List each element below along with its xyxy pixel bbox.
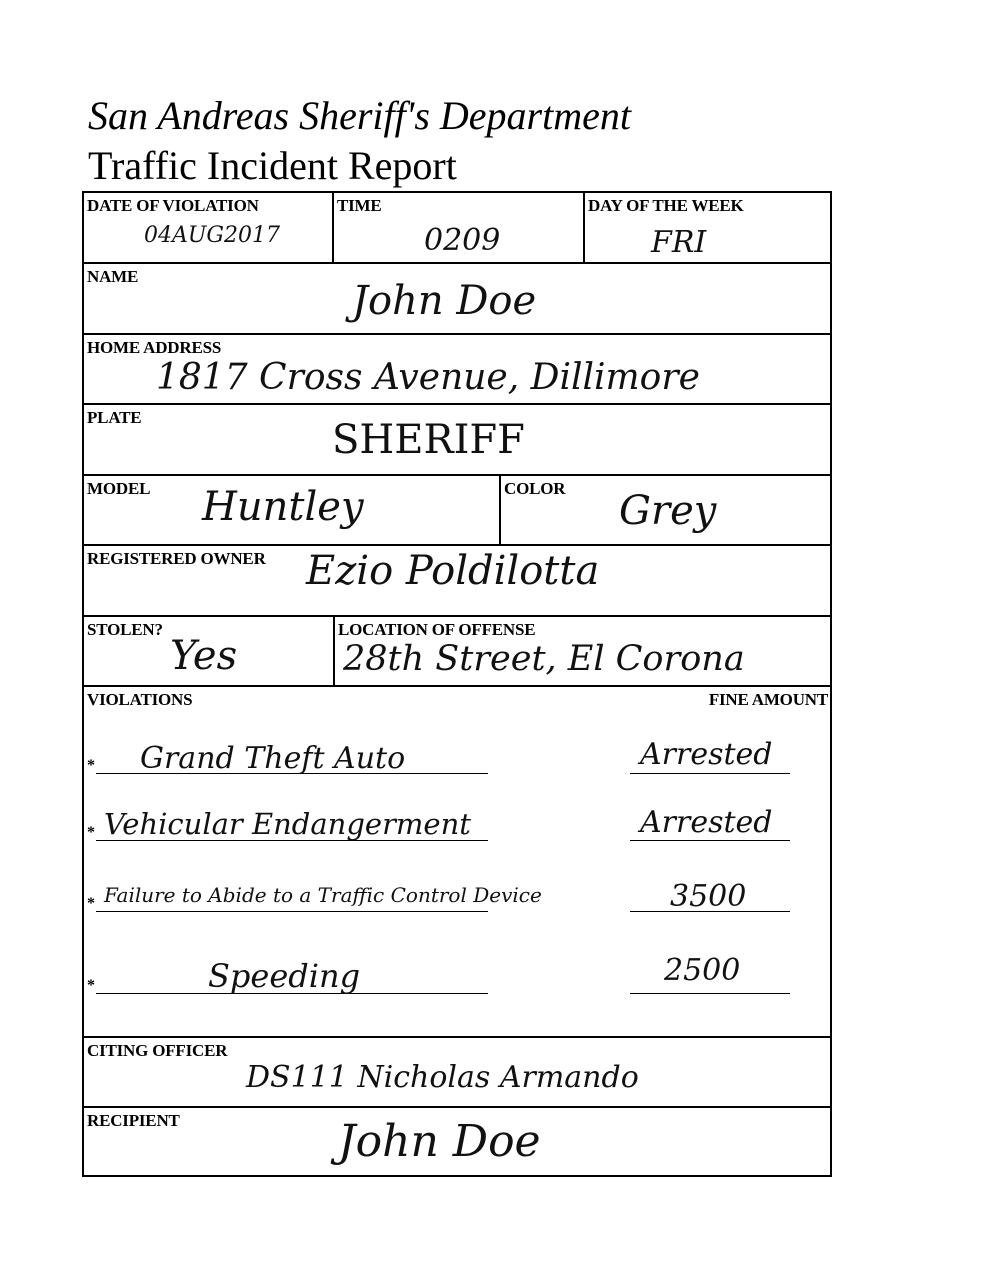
registered-owner-label: REGISTERED OWNER xyxy=(87,549,266,568)
row-violations xyxy=(84,687,830,1038)
row-date-time-day xyxy=(84,193,830,264)
plate-value: SHERIFF xyxy=(332,417,525,463)
violation-bullet: * xyxy=(87,977,95,994)
violation-bullet: * xyxy=(87,824,95,841)
time-value: 0209 xyxy=(424,223,501,258)
stolen-label: STOLEN? xyxy=(87,620,163,639)
violation-description[interactable]: Vehicular Endangerment xyxy=(104,807,471,841)
day-of-week-cell[interactable] xyxy=(585,193,830,262)
date-of-violation-cell[interactable] xyxy=(84,193,334,262)
location-of-offense-label: LOCATION OF OFFENSE xyxy=(338,620,536,639)
name-value: John Doe xyxy=(352,278,537,324)
fine-line xyxy=(630,840,790,841)
incident-form xyxy=(82,191,832,1177)
violation-fine[interactable]: 3500 xyxy=(670,879,747,914)
row-registered-owner[interactable] xyxy=(84,546,830,617)
color-value: Grey xyxy=(619,488,717,534)
registered-owner-value: Ezio Poldilotta xyxy=(306,548,600,594)
violation-fine[interactable]: 2500 xyxy=(664,953,741,988)
violation-bullet: * xyxy=(87,895,95,912)
violation-bullet: * xyxy=(87,757,95,774)
model-cell[interactable] xyxy=(84,476,501,544)
recipient-signature: John Doe xyxy=(338,1116,541,1167)
row-home-address[interactable] xyxy=(84,335,830,405)
date-of-violation-value: 04AUG2017 xyxy=(144,223,280,248)
row-name[interactable] xyxy=(84,264,830,335)
day-of-week-label: DAY OF THE WEEK xyxy=(588,196,744,215)
violations-label: VIOLATIONS xyxy=(87,690,193,709)
citing-officer-label: CITING OFFICER xyxy=(87,1041,228,1060)
department-name: San Andreas Sheriff's Department xyxy=(88,93,631,138)
row-model-color xyxy=(84,476,830,546)
color-cell[interactable] xyxy=(501,476,830,544)
home-address-value: 1817 Cross Avenue, Dillimore xyxy=(156,357,700,398)
time-cell[interactable] xyxy=(334,193,585,262)
violation-description[interactable]: Failure to Abide to a Traffic Control Device xyxy=(104,883,542,907)
home-address-label: HOME ADDRESS xyxy=(87,338,222,357)
violation-line xyxy=(96,911,488,912)
date-of-violation-label: DATE OF VIOLATION xyxy=(87,196,259,215)
time-label: TIME xyxy=(337,196,382,215)
recipient-label: RECIPIENT xyxy=(87,1111,180,1130)
row-citing-officer[interactable] xyxy=(84,1038,830,1108)
model-value: Huntley xyxy=(202,484,364,530)
row-recipient[interactable] xyxy=(84,1108,830,1175)
model-label: MODEL xyxy=(87,479,151,498)
day-of-week-value: FRI xyxy=(651,225,707,260)
stolen-value: Yes xyxy=(170,633,238,679)
plate-label: PLATE xyxy=(87,408,142,427)
fine-line xyxy=(630,993,790,994)
location-of-offense-cell[interactable] xyxy=(335,617,830,685)
row-plate[interactable] xyxy=(84,405,830,476)
stolen-cell[interactable] xyxy=(84,617,335,685)
violation-description[interactable]: Grand Theft Auto xyxy=(140,741,406,776)
name-label: NAME xyxy=(87,267,139,286)
color-label: COLOR xyxy=(504,479,566,498)
violation-description[interactable]: Speeding xyxy=(208,957,361,995)
citing-officer-value: DS111 Nicholas Armando xyxy=(246,1060,639,1095)
fine-line xyxy=(630,773,790,774)
violation-fine[interactable]: Arrested xyxy=(640,805,773,840)
location-of-offense-value: 28th Street, El Corona xyxy=(343,639,745,679)
fine-amount-label: FINE AMOUNT xyxy=(708,690,828,709)
report-title: Traffic Incident Report xyxy=(88,143,457,188)
row-stolen-location xyxy=(84,617,830,687)
violation-fine[interactable]: Arrested xyxy=(640,737,773,772)
